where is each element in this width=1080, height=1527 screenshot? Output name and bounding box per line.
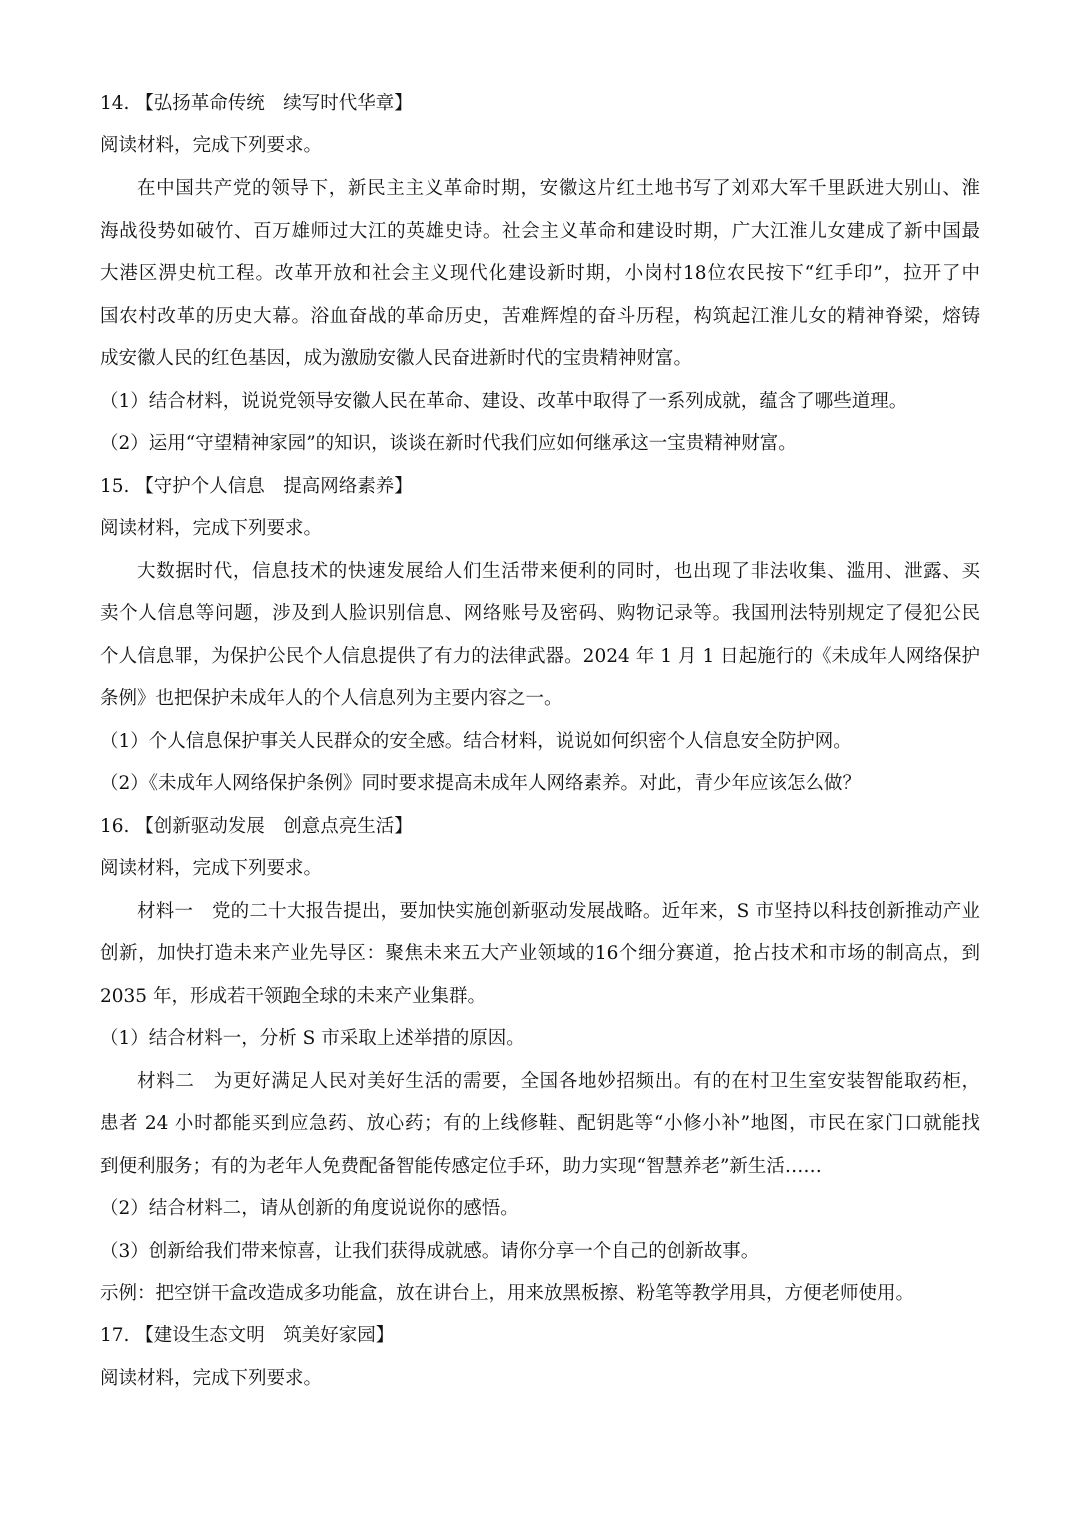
question-16-subquestion-2: （2）结合材料二，请从创新的角度说说你的感悟。 xyxy=(100,1198,519,1219)
question-16-heading: 16. 【创新驱动发展 创意点亮生活】 xyxy=(100,816,413,837)
question-16-material2-line: 患者 24 小时都能买到应急药、放心药；有的上线修鞋、配钥匙等“小修小补”地图，市民在家门口就能找 xyxy=(100,1113,980,1134)
question-14-material-line: 成安徽人民的红色基因，成为激励安徽人民奋进新时代的宝贵精神财富。 xyxy=(100,348,693,369)
question-17-instruction: 阅读材料，完成下列要求。 xyxy=(100,1368,323,1389)
question-17-heading: 17. 【建设生态文明 筑美好家园】 xyxy=(100,1325,395,1346)
question-14-subquestion-1: （1）结合材料，说说党领导安徽人民在革命、建设、改革中取得了一系列成就，蕴含了哪些道理。 xyxy=(100,391,908,412)
question-14-material-line: 大港区淠史杭工程。改革开放和社会主义现代化建设新时期，小岗村18位农民按下“红手印”，拉开了中 xyxy=(100,263,980,284)
question-15-material-line: 大数据时代，信息技术的快速发展给人们生活带来便利的同时，也出现了非法收集、滥用、泄露、买 xyxy=(137,561,980,582)
question-15-subquestion-2: （2）《未成年人网络保护条例》同时要求提高未成年人网络素养。对此，青少年应该怎么做？ xyxy=(100,773,862,794)
question-16-material1-line: 2035 年，形成若干领跑全球的未来产业集群。 xyxy=(100,986,486,1007)
question-16-material1-line: 创新，加快打造未来产业先导区：聚焦未来五大产业领域的16个细分赛道，抢占技术和市场的制高点，到 xyxy=(100,943,980,964)
question-16-instruction: 阅读材料，完成下列要求。 xyxy=(100,858,323,879)
question-16-example: 示例：把空饼干盒改造成多功能盒，放在讲台上，用来放黑板擦、粉笔等教学用具，方便老师使用。 xyxy=(100,1283,915,1304)
question-14-material-line: 国农村改革的历史大幕。浴血奋战的革命历史，苦难辉煌的奋斗历程，构筑起江淮儿女的精神脊梁，熔铸 xyxy=(100,306,980,327)
question-16-material1-line: 材料一 党的二十大报告提出，要加快实施创新驱动发展战略。近年来，S 市坚持以科技创新推动产业 xyxy=(137,901,980,922)
question-15-instruction: 阅读材料，完成下列要求。 xyxy=(100,518,323,539)
question-15-heading: 15. 【守护个人信息 提高网络素养】 xyxy=(100,476,413,497)
question-14-material-line: 海战役势如破竹、百万雄师过大江的英雄史诗。社会主义革命和建设时期，广大江淮儿女建成了新中国最 xyxy=(100,221,980,242)
question-16-material2-line: 到便利服务；有的为老年人免费配备智能传感定位手环，助力实现“智慧养老”新生活…… xyxy=(100,1156,822,1177)
question-15-subquestion-1: （1）个人信息保护事关人民群众的安全感。结合材料，说说如何织密个人信息安全防护网。 xyxy=(100,731,852,752)
question-14-material-line: 在中国共产党的领导下，新民主主义革命时期，安徽这片红土地书写了刘邓大军千里跃进大别山、淮 xyxy=(137,178,980,199)
question-16-subquestion-3: （3）创新给我们带来惊喜，让我们获得成就感。请你分享一个自己的创新故事。 xyxy=(100,1241,760,1262)
question-14-heading: 14. 【弘扬革命传统 续写时代华章】 xyxy=(100,93,413,114)
question-15-material-line: 卖个人信息等问题，涉及到人脸识别信息、网络账号及密码、购物记录等。我国刑法特别规定了侵犯公民 xyxy=(100,603,980,624)
question-14-subquestion-2: （2）运用“守望精神家园”的知识，谈谈在新时代我们应如何继承这一宝贵精神财富。 xyxy=(100,433,797,454)
question-16-subquestion-1: （1）结合材料一，分析 S 市采取上述举措的原因。 xyxy=(100,1028,525,1049)
question-14-instruction: 阅读材料，完成下列要求。 xyxy=(100,135,323,156)
question-15-material-line: 个人信息罪，为保护公民个人信息提供了有力的法律武器。2024 年 1 月 1 日起施行的《未成年人网络保护 xyxy=(100,646,980,667)
question-15-material-line: 条例》也把保护未成年人的个人信息列为主要内容之一。 xyxy=(100,688,563,709)
question-16-material2-line: 材料二 为更好满足人民对美好生活的需要，全国各地妙招频出。有的在村卫生室安装智能取药柜， xyxy=(137,1071,980,1092)
